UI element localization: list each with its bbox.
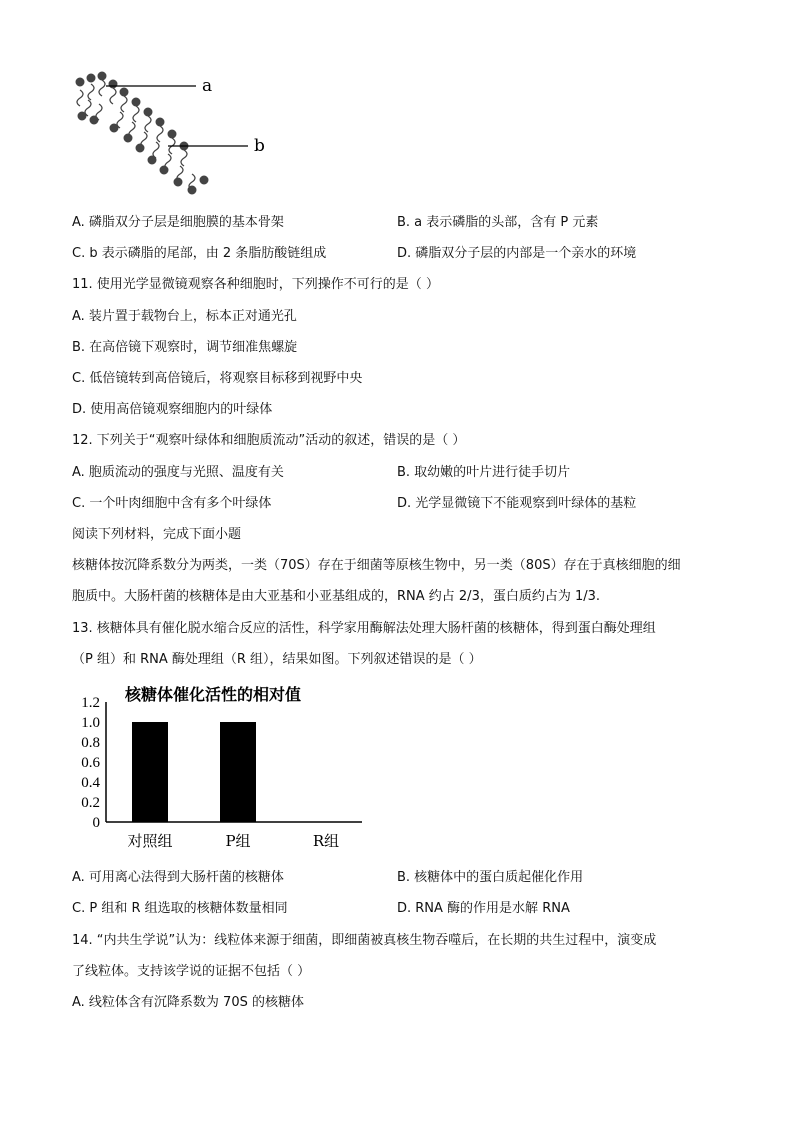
- q13-option-a: A. 可用离心法得到大肠杆菌的核糖体: [72, 870, 284, 885]
- q12-option-d: D. 光学显微镜下不能观察到叶绿体的基粒: [397, 496, 637, 511]
- q12-option-b: B. 取幼嫩的叶片进行徒手切片: [397, 465, 571, 480]
- q13-option-d: D. RNA 酶的作用是水解 RNA: [397, 901, 570, 916]
- q12-option-c: C. 一个叶肉细胞中含有多个叶绿体: [72, 496, 272, 511]
- q10-option-b: B. a 表示磷脂的头部，含有 P 元素: [397, 215, 599, 230]
- q12-option-a: A. 胞质流动的强度与光照、温度有关: [72, 465, 284, 480]
- chart-title: 核糖体催化活性的相对值: [125, 685, 302, 704]
- q11-option-b: B. 在高倍镜下观察时，调节细准焦螺旋: [72, 340, 298, 355]
- y-tick-label: 1.0: [81, 715, 100, 731]
- q13-stem-line-2: （P 组）和 RNA 酶处理组（R 组），结果如图。下列叙述错误的是（ ）: [72, 652, 482, 667]
- category-label: R组: [312, 832, 340, 850]
- q11-stem: 11. 使用光学显微镜观察各种细胞时，下列操作不可行的是（ ）: [72, 277, 439, 292]
- bar-group: [132, 722, 256, 822]
- label-b: b: [254, 136, 265, 156]
- y-tick-group: [81, 695, 100, 831]
- q10-option-c: C. b 表示磷脂的尾部，由 2 条脂肪酸链组成: [72, 246, 327, 261]
- q13-option-b: B. 核糖体中的蛋白质起催化作用: [397, 870, 584, 885]
- material-intro: 阅读下列材料，完成下面小题: [72, 527, 242, 542]
- q11-option-c: C. 低倍镜转到高倍镜后，将观察目标移到视野中央: [72, 371, 363, 386]
- q10-option-a: A. 磷脂双分子层是细胞膜的基本骨架: [72, 215, 284, 230]
- q13-stem-line-1: 13. 核糖体具有催化脱水缩合反应的活性，科学家用酶解法处理大肠杆菌的核糖体，得到蛋白酶处理组: [72, 621, 656, 636]
- bar: [220, 722, 256, 822]
- category-label: 对照组: [127, 832, 173, 850]
- y-tick-label: 0.2: [81, 795, 100, 811]
- y-tick-label: 0.8: [81, 735, 100, 751]
- q11-option-a: A. 装片置于载物台上，标本正对通光孔: [72, 309, 297, 324]
- y-tick-label: 0.4: [81, 775, 100, 791]
- bilayer-drawing: [76, 72, 208, 194]
- material-line-1: 核糖体按沉降系数分为两类，一类（70S）存在于细菌等原核生物中，另一类（80S）存在于真核细胞的细: [72, 558, 681, 573]
- category-label: P组: [225, 832, 251, 850]
- q13-option-c: C. P 组和 R 组选取的核糖体数量相同: [72, 901, 288, 916]
- q10-option-d: D. 磷脂双分子层的内部是一个亲水的环境: [397, 246, 637, 261]
- y-tick-label: 0: [92, 815, 100, 831]
- ribosome-activity-chart: [70, 680, 370, 860]
- q14-stem-line-2: 了线粒体。支持该学说的证据不包括（ ）: [72, 964, 311, 979]
- phospholipid-bilayer-figure: [70, 68, 280, 203]
- y-tick-label: 1.2: [81, 695, 100, 711]
- y-tick-label: 0.6: [81, 755, 100, 771]
- q11-option-d: D. 使用高倍镜观察细胞内的叶绿体: [72, 402, 273, 417]
- bar: [132, 722, 168, 822]
- q12-stem: 12. 下列关于“观察叶绿体和细胞质流动”活动的叙述，错误的是（ ）: [72, 433, 466, 448]
- category-label-group: [127, 832, 339, 850]
- material-line-2: 胞质中。大肠杆菌的核糖体是由大亚基和小亚基组成的，RNA 约占 2/3，蛋白质约占为 1/3.: [72, 589, 601, 604]
- q14-option-a: A. 线粒体含有沉降系数为 70S 的核糖体: [72, 995, 304, 1010]
- q14-stem-line-1: 14. “内共生学说”认为：线粒体来源于细菌，即细菌被真核生物吞噬后，在长期的共生过程中，演变成: [72, 933, 657, 948]
- label-a: a: [202, 76, 213, 96]
